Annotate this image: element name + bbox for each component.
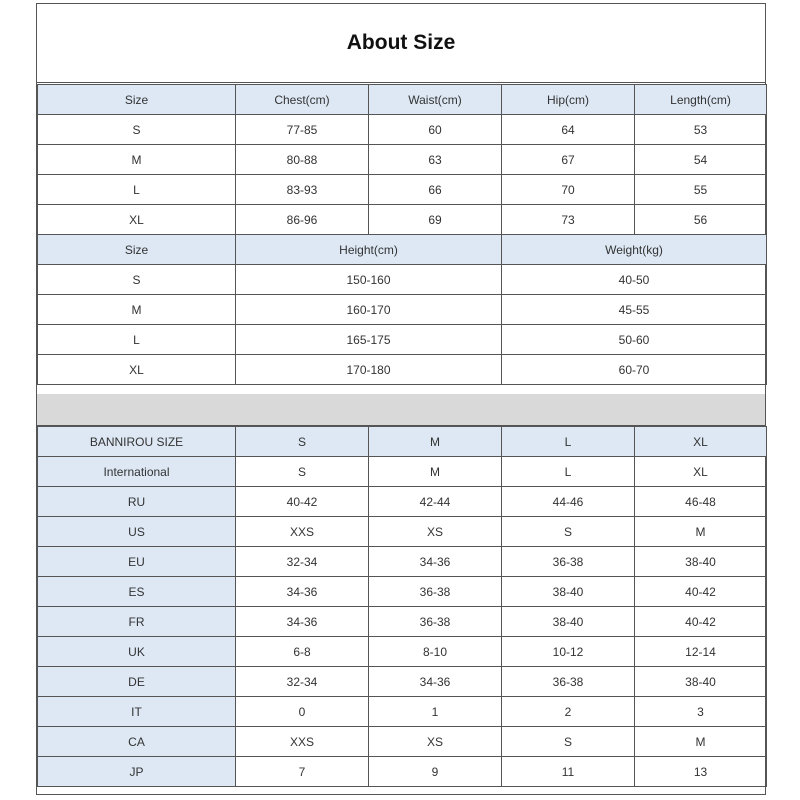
table-row <box>38 517 767 547</box>
column-header: Length(cm) <box>635 85 767 115</box>
table-cell: 73 <box>502 205 635 235</box>
table-cell: 34-36 <box>236 607 369 637</box>
table-cell: US <box>38 517 236 547</box>
table-cell: 40-42 <box>635 607 767 637</box>
table-cell: 56 <box>635 205 767 235</box>
table-cell: 40-42 <box>236 487 369 517</box>
size-conversion-table <box>37 426 767 787</box>
table-cell: M <box>635 727 767 757</box>
table-row <box>38 757 767 787</box>
table-cell: XXS <box>236 727 369 757</box>
table-cell: 86-96 <box>236 205 369 235</box>
table-cell: 66 <box>369 175 502 205</box>
table-cell: M <box>38 295 236 325</box>
table-cell: 83-93 <box>236 175 369 205</box>
table-cell: L <box>502 457 635 487</box>
table-cell: M <box>635 517 767 547</box>
table-cell: S <box>502 517 635 547</box>
table-cell: S <box>236 427 369 457</box>
column-header: Size <box>38 85 236 115</box>
column-header: Hip(cm) <box>502 85 635 115</box>
table-cell: 38-40 <box>502 577 635 607</box>
table-cell: 10-12 <box>502 637 635 667</box>
table-row <box>38 265 767 295</box>
table-cell: 32-34 <box>236 667 369 697</box>
table-row <box>38 547 767 577</box>
table-cell: DE <box>38 667 236 697</box>
table-cell: 36-38 <box>369 607 502 637</box>
table-cell: 8-10 <box>369 637 502 667</box>
table-cell: M <box>369 427 502 457</box>
table-row <box>38 697 767 727</box>
table-row <box>38 355 767 385</box>
table-cell: UK <box>38 637 236 667</box>
table-cell: 34-36 <box>369 667 502 697</box>
table-cell: JP <box>38 757 236 787</box>
row-header: BANNIROU SIZE <box>38 427 236 457</box>
table-cell: XL <box>635 427 767 457</box>
table-cell: 38-40 <box>635 547 767 577</box>
table-cell: 6-8 <box>236 637 369 667</box>
table-cell: 7 <box>236 757 369 787</box>
column-header: Height(cm) <box>236 235 502 265</box>
column-header: Waist(cm) <box>369 85 502 115</box>
table-cell: CA <box>38 727 236 757</box>
table-cell: 67 <box>502 145 635 175</box>
table-row <box>38 115 767 145</box>
table-cell: S <box>38 265 236 295</box>
table-cell: 46-48 <box>635 487 767 517</box>
table-cell: 63 <box>369 145 502 175</box>
table-cell: IT <box>38 697 236 727</box>
table-cell: 70 <box>502 175 635 205</box>
table-separator <box>37 394 765 426</box>
size-measurement-table <box>37 84 767 385</box>
table-cell: 40-50 <box>502 265 767 295</box>
table-cell: L <box>502 427 635 457</box>
column-header: Size <box>38 235 236 265</box>
column-header: Weight(kg) <box>502 235 767 265</box>
table-cell: 54 <box>635 145 767 175</box>
table-cell: L <box>38 175 236 205</box>
table-cell: 42-44 <box>369 487 502 517</box>
table-cell: 160-170 <box>236 295 502 325</box>
table-cell: 64 <box>502 115 635 145</box>
table-cell: S <box>38 115 236 145</box>
table-cell: M <box>369 457 502 487</box>
table-cell: RU <box>38 487 236 517</box>
table-cell: FR <box>38 607 236 637</box>
table-cell: 0 <box>236 697 369 727</box>
page-title: About Size <box>37 4 765 83</box>
table-cell: S <box>502 727 635 757</box>
table-cell: XS <box>369 727 502 757</box>
table-cell: 2 <box>502 697 635 727</box>
table-cell: 34-36 <box>369 547 502 577</box>
table-cell: L <box>38 325 236 355</box>
table-cell: S <box>236 457 369 487</box>
table-cell: 9 <box>369 757 502 787</box>
table-row <box>38 175 767 205</box>
header-row <box>38 85 767 115</box>
table-cell: 34-36 <box>236 577 369 607</box>
table-cell: 38-40 <box>635 667 767 697</box>
header-row <box>38 235 767 265</box>
table-cell: 55 <box>635 175 767 205</box>
table-cell: XL <box>38 355 236 385</box>
table-row <box>38 637 767 667</box>
table-row <box>38 727 767 757</box>
table-cell: XXS <box>236 517 369 547</box>
table-cell: 69 <box>369 205 502 235</box>
table-cell: 36-38 <box>502 547 635 577</box>
table-row <box>38 205 767 235</box>
table-row <box>38 295 767 325</box>
table-cell: 40-42 <box>635 577 767 607</box>
table-cell: 11 <box>502 757 635 787</box>
table-cell: 170-180 <box>236 355 502 385</box>
table-row <box>38 607 767 637</box>
table-cell: 60 <box>369 115 502 145</box>
table-cell: ES <box>38 577 236 607</box>
table-cell: EU <box>38 547 236 577</box>
header-row <box>38 427 767 457</box>
table-cell: 80-88 <box>236 145 369 175</box>
table-cell: 13 <box>635 757 767 787</box>
table-cell: 38-40 <box>502 607 635 637</box>
table-cell: 3 <box>635 697 767 727</box>
table-cell: 165-175 <box>236 325 502 355</box>
table-row <box>38 577 767 607</box>
table-cell: 45-55 <box>502 295 767 325</box>
table-row <box>38 457 767 487</box>
table-cell: 50-60 <box>502 325 767 355</box>
table-cell: XL <box>635 457 767 487</box>
table-cell: 44-46 <box>502 487 635 517</box>
table-cell: 60-70 <box>502 355 767 385</box>
table-cell: XL <box>38 205 236 235</box>
table-cell: 77-85 <box>236 115 369 145</box>
table-row <box>38 487 767 517</box>
table-cell: 150-160 <box>236 265 502 295</box>
table-cell: XS <box>369 517 502 547</box>
table-cell: 36-38 <box>502 667 635 697</box>
column-header: Chest(cm) <box>236 85 369 115</box>
table-row <box>38 145 767 175</box>
table-cell: 12-14 <box>635 637 767 667</box>
table-cell: 53 <box>635 115 767 145</box>
table-row <box>38 667 767 697</box>
table-cell: 36-38 <box>369 577 502 607</box>
table-cell: International <box>38 457 236 487</box>
table-cell: M <box>38 145 236 175</box>
table-row <box>38 325 767 355</box>
table-cell: 32-34 <box>236 547 369 577</box>
table-cell: 1 <box>369 697 502 727</box>
